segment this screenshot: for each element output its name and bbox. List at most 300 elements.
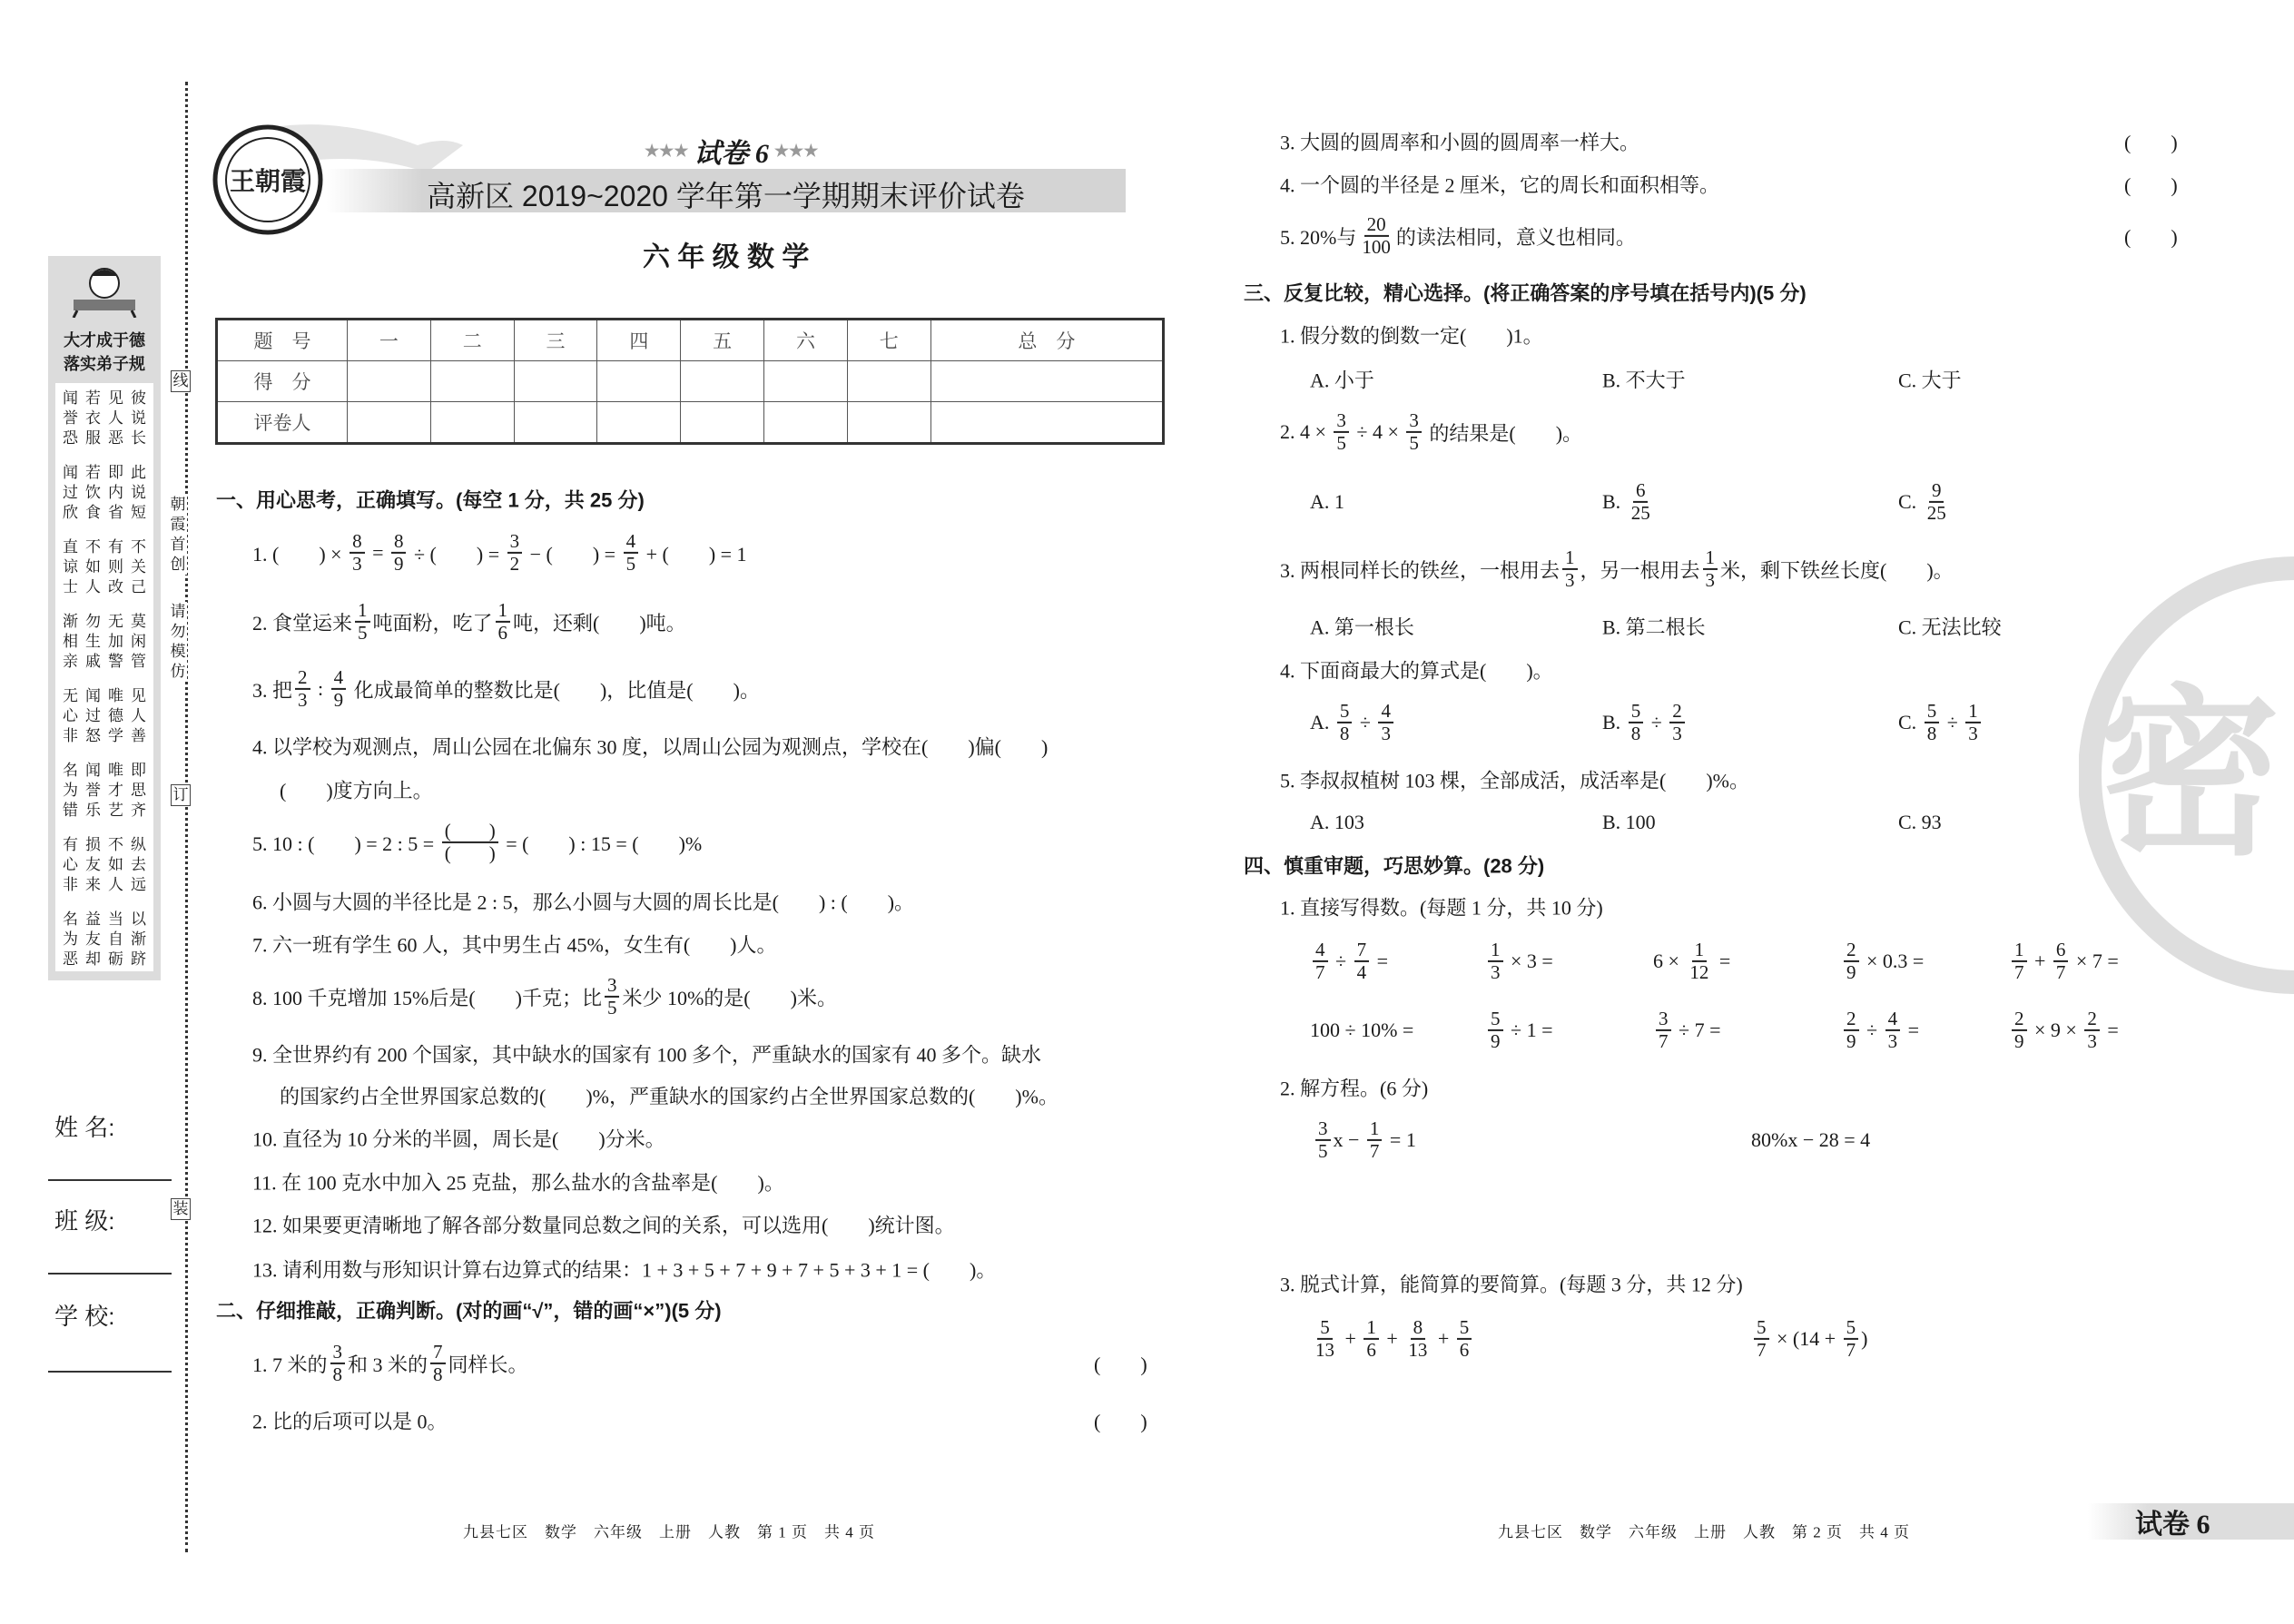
score-cell[interactable] xyxy=(681,401,764,443)
fraction-denominator: ( ) xyxy=(444,842,496,864)
fraction-numerator: 1 xyxy=(1692,940,1708,962)
text-segment: 3. 脱式计算，能简算的要简算。(每题 3 分，共 12 分) xyxy=(1280,1273,1743,1296)
brand-logo xyxy=(212,124,323,235)
score-row xyxy=(217,401,1164,443)
text-segment: C. 93 xyxy=(1898,811,1942,833)
poem-char: 来 xyxy=(85,876,101,893)
motto-line: 落实弟子规 xyxy=(64,355,145,373)
text-segment: × (14 + xyxy=(1771,1327,1841,1350)
fraction-denominator: 13 xyxy=(1408,1339,1428,1361)
poem-stanza xyxy=(59,686,150,746)
judge-4 xyxy=(1280,171,1719,199)
fraction-numerator: 3 xyxy=(1334,410,1349,433)
mental-math-item xyxy=(2009,940,2119,983)
part-3-title xyxy=(1280,1270,1743,1298)
fraction-denominator: 7 xyxy=(1315,961,1325,983)
poem-char: 服 xyxy=(85,429,101,447)
score-header-cell: 总 分 xyxy=(930,320,1163,361)
fraction xyxy=(1315,1118,1331,1162)
option-c xyxy=(1898,811,1942,834)
poem-char: 短 xyxy=(131,504,146,521)
score-header-cell: 题 号 xyxy=(217,320,348,361)
fraction-numerator: 6 xyxy=(1633,480,1649,503)
fraction xyxy=(1656,1009,1671,1052)
fraction-denominator: 3 xyxy=(1705,569,1716,591)
mental-math-item xyxy=(1485,1009,1552,1052)
poem-char: 当 xyxy=(108,910,123,928)
poem-char: 恶 xyxy=(108,429,123,447)
poem-stanza xyxy=(59,389,150,448)
poem-char: 誉 xyxy=(85,782,101,799)
fraction-numerator: 5 xyxy=(1488,1009,1503,1031)
option-c xyxy=(1898,366,1962,394)
poem-char: 友 xyxy=(85,856,101,873)
fraction-denominator: 6 xyxy=(1459,1339,1470,1361)
fraction-denominator: 3 xyxy=(1887,1030,1898,1052)
score-header-cell: 四 xyxy=(597,320,681,361)
text-segment: B. xyxy=(1602,711,1626,733)
text-segment: ÷ 1 = xyxy=(1505,1019,1553,1041)
text-segment: + xyxy=(2029,950,2051,972)
text-segment: 4. 以学校为观测点，周山公园在北偏东 30 度，以周山公园为观测点，学校在( )偏( ) xyxy=(252,735,1049,759)
school-field[interactable] xyxy=(48,1371,172,1373)
text-segment: 吨面粉，吃了 xyxy=(372,611,493,635)
judge-1 xyxy=(252,1342,528,1385)
mental-math-item xyxy=(2009,1009,2119,1052)
expression-2 xyxy=(1751,1317,1867,1361)
fraction-denominator: 3 xyxy=(298,689,308,711)
question-1-4-cont xyxy=(280,776,433,804)
fraction xyxy=(624,531,639,575)
poem-char: 说 xyxy=(131,409,146,427)
text-segment: 的读法相同，意义也相同。 xyxy=(1395,225,1636,249)
poem-char: 关 xyxy=(131,558,146,576)
fraction xyxy=(355,600,370,644)
score-row xyxy=(217,320,1164,361)
text-segment: 米少 10%的是( )米。 xyxy=(622,986,837,1009)
poem-char: 直 xyxy=(63,538,78,556)
text-segment: × 3 = xyxy=(1505,950,1553,972)
fraction-denominator: 3 xyxy=(2087,1030,2097,1052)
exam-title: 高新区 2019~2020 学年第一学期期末评价试卷 xyxy=(427,180,1025,212)
option-b xyxy=(1602,701,1688,744)
poem-char: 无 xyxy=(63,687,78,704)
poem-char: 自 xyxy=(108,930,123,948)
text-segment: 6. 小圆与大圆的半径比是 2 : 5，那么小圆与大圆的周长比是( ) : ( )。 xyxy=(252,891,915,914)
poem-char: 砺 xyxy=(108,950,123,968)
fraction-denominator: 8 xyxy=(1339,723,1350,744)
fraction-numerator: 2 xyxy=(2084,1009,2100,1031)
choice-3 xyxy=(1280,547,1954,591)
fraction-numerator: 20 xyxy=(1364,214,1389,237)
fraction-numerator: 6 xyxy=(2053,940,2069,962)
poem-char: 闲 xyxy=(131,633,146,650)
poem-char: 警 xyxy=(108,653,123,670)
fraction-denominator: 3 xyxy=(1672,723,1682,744)
poem-stanza xyxy=(59,612,150,672)
motto-line: 大才成于德 xyxy=(64,331,145,349)
score-header-cell: 六 xyxy=(764,320,848,361)
fraction xyxy=(1703,547,1718,591)
text-segment: + ( ) = 1 xyxy=(641,542,747,566)
fraction-numerator: 4 xyxy=(1378,701,1393,723)
text-segment: = ( ) : 15 = ( )% xyxy=(500,832,703,855)
watermark-text: 密 xyxy=(2099,676,2281,877)
name-label: 姓 名: xyxy=(54,1114,115,1141)
poem-char: 非 xyxy=(63,876,78,893)
school-label: 学 校: xyxy=(54,1303,115,1330)
fraction xyxy=(1313,1317,1337,1361)
poem-char: 管 xyxy=(131,653,146,670)
poem-char: 闻 xyxy=(85,762,101,779)
side-label-first: 朝霞首创 xyxy=(170,496,186,573)
poem-char: 人 xyxy=(108,876,123,893)
option-b xyxy=(1602,480,1656,524)
question-1-2 xyxy=(252,600,686,644)
poem-char: 友 xyxy=(85,930,101,948)
score-cell[interactable] xyxy=(847,361,930,402)
option-b xyxy=(1602,613,1706,641)
fraction xyxy=(295,667,310,711)
fraction xyxy=(1965,701,1981,744)
fraction-numerator: 3 xyxy=(330,1342,346,1364)
poem-char: 省 xyxy=(108,504,123,521)
text-segment: × 9 × xyxy=(2029,1019,2082,1041)
text-segment: 11. 在 100 克水中加入 25 克盐，那么盐水的含盐率是( )。 xyxy=(252,1171,784,1195)
text-segment: 8. 100 千克增加 15%后是( )千克；比 xyxy=(252,986,602,1009)
fraction-denominator: 7 xyxy=(2055,961,2066,983)
poem-char: 益 xyxy=(85,910,101,928)
score-cell[interactable] xyxy=(764,361,848,402)
poem-char: 唯 xyxy=(108,762,123,779)
fraction-numerator: 2 xyxy=(2012,1009,2027,1031)
fraction xyxy=(2012,940,2027,983)
text-segment: 5. 李叔叔植树 103 棵，全部成活，成活率是( )%。 xyxy=(1280,769,1749,792)
text-segment: x − xyxy=(1333,1128,1364,1151)
text-segment: 3. 把 xyxy=(252,678,293,702)
fraction xyxy=(1378,701,1393,744)
text-segment: 1. 直接写得数。(每题 1 分，共 10 分) xyxy=(1280,896,1603,920)
poem-char: 内 xyxy=(108,484,123,501)
score-cell[interactable] xyxy=(348,361,431,402)
fraction-denominator: 8 xyxy=(1630,723,1641,744)
mental-math-item xyxy=(1653,940,1730,983)
text-segment: 2. 食堂运来 xyxy=(252,611,353,635)
poem-char: 去 xyxy=(131,856,146,873)
text-segment: 1. 假分数的倒数一定( )1。 xyxy=(1280,324,1543,348)
poem-char: 人 xyxy=(85,578,101,595)
poem-char: 为 xyxy=(63,930,78,948)
text-segment: A. xyxy=(1310,711,1334,733)
text-segment: × 0.3 = xyxy=(1861,950,1925,972)
poem-char: 有 xyxy=(108,538,123,556)
score-cell[interactable] xyxy=(514,401,597,443)
poem-char: 人 xyxy=(131,707,146,724)
fraction-numerator: 4 xyxy=(624,531,639,554)
poem-char: 改 xyxy=(108,578,123,595)
question-1-6 xyxy=(252,888,914,916)
fraction-denominator: 9 xyxy=(393,553,404,575)
fraction-numerator: 5 xyxy=(1317,1317,1333,1340)
text-segment: C. 大于 xyxy=(1898,369,1962,392)
text-segment: ÷ ( ) = xyxy=(409,542,505,566)
score-cell[interactable] xyxy=(430,361,514,402)
fraction xyxy=(1844,940,1859,983)
fraction-numerator: 1 xyxy=(355,600,370,623)
score-cell[interactable] xyxy=(348,401,431,443)
question-1-4 xyxy=(252,733,1048,761)
fraction-denominator: 8 xyxy=(332,1363,343,1385)
text-segment: C. 无法比较 xyxy=(1898,615,2002,639)
fraction-denominator: 6 xyxy=(497,622,508,644)
class-field[interactable] xyxy=(48,1273,172,1275)
poem-char: 渐 xyxy=(131,930,146,948)
poem-char: 不 xyxy=(131,538,146,556)
fraction-numerator: 3 xyxy=(605,975,620,998)
poem-stanza xyxy=(59,910,150,969)
fraction xyxy=(1925,480,1949,524)
fraction-numerator: 1 xyxy=(1965,701,1981,723)
text-segment: 80%x − 28 = 4 xyxy=(1751,1128,1871,1151)
fraction-denominator: 12 xyxy=(1689,961,1709,983)
text-segment: × 7 = xyxy=(2071,950,2119,972)
poem-stanza xyxy=(59,463,150,523)
star-icon: ★★★ xyxy=(645,141,689,160)
fraction-denominator: 6 xyxy=(1366,1339,1376,1361)
question-1-11 xyxy=(252,1168,784,1196)
fraction xyxy=(1488,940,1503,983)
fraction-denominator: 9 xyxy=(333,689,344,711)
answer-paren[interactable]: ( ) xyxy=(2124,225,2178,249)
question-1-8 xyxy=(252,975,837,1019)
option-c xyxy=(1898,701,1984,744)
fraction xyxy=(1629,701,1644,744)
option-b xyxy=(1602,811,1656,834)
equation-2 xyxy=(1751,1128,1870,1152)
score-header-cell: 三 xyxy=(514,320,597,361)
answer-paren[interactable]: ( ) xyxy=(2124,173,2178,197)
poem-char: 无 xyxy=(108,613,123,630)
page-footer-right: 九县七区 数学 六年级 上册 人教 第 2 页 共 4 页 xyxy=(1498,1523,1910,1541)
side-label-pack: 装 xyxy=(171,1198,191,1220)
score-cell[interactable] xyxy=(847,401,930,443)
fraction xyxy=(2012,1009,2027,1052)
part-2-title xyxy=(1280,1074,1428,1102)
poem-char: 名 xyxy=(63,762,78,779)
poem-stanza xyxy=(59,835,150,895)
svg-text:王朝霞: 王朝霞 xyxy=(229,168,307,196)
fraction-denominator: 3 xyxy=(1565,569,1575,591)
answer-paren[interactable]: ( ) xyxy=(1094,1353,1147,1376)
text-segment: 吨，还剩( )吨。 xyxy=(513,611,686,635)
fraction-numerator: 7 xyxy=(1354,940,1370,962)
text-segment: = xyxy=(1714,950,1731,972)
fraction-denominator: 5 xyxy=(625,553,636,575)
poem-char: 闻 xyxy=(63,464,78,481)
fraction-numerator: 5 xyxy=(1754,1317,1769,1340)
answer-paren[interactable]: ( ) xyxy=(1094,1410,1147,1433)
text-segment: ÷ xyxy=(1942,711,1964,733)
fraction-numerator: 3 xyxy=(1656,1009,1671,1031)
text-segment: − ( ) = xyxy=(525,542,621,566)
text-segment: 1. 7 米的 xyxy=(252,1353,328,1376)
fraction xyxy=(1488,1009,1503,1052)
fraction xyxy=(1844,1009,1859,1052)
poem-char: 艺 xyxy=(108,802,123,819)
fraction-numerator: 2 xyxy=(295,667,310,690)
name-field[interactable] xyxy=(48,1179,172,1181)
text-segment: = 1 xyxy=(1384,1128,1416,1151)
score-cell[interactable] xyxy=(930,361,1163,402)
secret-watermark xyxy=(2079,556,2294,995)
fraction-denominator: 4 xyxy=(1356,961,1367,983)
score-header-cell: 一 xyxy=(348,320,431,361)
text-segment: 6 × xyxy=(1653,950,1685,972)
poem-char: 若 xyxy=(85,464,101,481)
text-segment: 100 ÷ 10% = xyxy=(1310,1019,1414,1041)
fraction xyxy=(1457,1317,1472,1361)
score-cell[interactable] xyxy=(764,401,848,443)
question-1-3 xyxy=(252,667,760,711)
star-icon: ★★★ xyxy=(773,141,819,160)
fraction xyxy=(2084,1009,2100,1052)
poem-char: 有 xyxy=(63,836,78,853)
score-cell[interactable] xyxy=(597,361,681,402)
fraction-denominator: 9 xyxy=(1491,1030,1501,1052)
fraction-denominator: 7 xyxy=(1757,1339,1767,1361)
fraction-numerator: 8 xyxy=(1411,1317,1426,1340)
fraction xyxy=(350,531,365,575)
poem-char: 则 xyxy=(108,558,123,576)
text-segment: B. xyxy=(1602,490,1626,513)
score-cell: 得 分 xyxy=(217,361,348,402)
text-segment: = xyxy=(367,541,389,564)
poem-char: 勿 xyxy=(85,613,101,630)
fraction-numerator: 8 xyxy=(391,531,407,554)
poem-char: 士 xyxy=(63,578,78,595)
poem-char: 谅 xyxy=(63,558,78,576)
question-1-9 xyxy=(252,1040,1041,1068)
fraction-numerator: 1 xyxy=(1367,1118,1383,1141)
fraction-numerator: 5 xyxy=(1925,701,1940,723)
fraction-numerator: 4 xyxy=(1885,1009,1901,1031)
question-1-1 xyxy=(252,531,747,575)
side-label-line: 线 xyxy=(171,370,191,392)
text-segment: + xyxy=(1340,1327,1362,1350)
score-cell[interactable] xyxy=(597,401,681,443)
option-a xyxy=(1310,366,1374,394)
fraction-numerator: ( ) xyxy=(442,821,498,843)
text-segment: 12. 如果要更清晰地了解各部分数量同总数之间的关系，可以选用( )统计图。 xyxy=(252,1214,955,1237)
poem-char: 过 xyxy=(85,707,101,724)
fraction xyxy=(1844,1317,1859,1361)
mental-math-item xyxy=(1653,1009,1720,1052)
option-a xyxy=(1310,490,1344,514)
text-segment: 5. 20%与 xyxy=(1280,225,1357,249)
question-1-7 xyxy=(252,930,776,959)
answer-paren[interactable]: ( ) xyxy=(2124,131,2178,154)
score-cell[interactable] xyxy=(681,361,764,402)
question-1-5 xyxy=(252,821,702,864)
exam-badge: 试卷 6 xyxy=(2135,1510,2210,1540)
poem-char: 以 xyxy=(131,910,146,928)
score-cell[interactable] xyxy=(430,401,514,443)
fraction-numerator: 1 xyxy=(1703,547,1718,570)
fraction xyxy=(1405,1317,1430,1361)
poem-char: 欣 xyxy=(63,504,78,521)
fraction-denominator: 8 xyxy=(433,1363,443,1385)
exam-number: 试卷 6 xyxy=(694,139,769,169)
section-1-title: 一、用心思考，正确填写。(每空 1 分，共 25 分) xyxy=(216,488,645,512)
text-segment: ÷ xyxy=(1646,711,1668,733)
fraction-denominator: 5 xyxy=(1318,1140,1328,1162)
text-segment: 3. 大圆的圆周率和小圆的圆周率一样大。 xyxy=(1280,131,1640,154)
option-b xyxy=(1602,366,1686,394)
fraction xyxy=(1687,940,1711,983)
option-c xyxy=(1898,613,2002,641)
fraction-numerator: 2 xyxy=(1844,940,1859,962)
text-segment: 10. 直径为 10 分米的半圆，周长是( )分米。 xyxy=(252,1127,665,1151)
text-segment: ÷ 4 × xyxy=(1351,420,1404,443)
score-table xyxy=(215,318,1165,445)
text-segment: 2. 解方程。(6 分) xyxy=(1280,1077,1429,1100)
question-1-13 xyxy=(252,1255,996,1284)
student-illustration-icon xyxy=(64,263,144,318)
poem-char: 生 xyxy=(85,633,101,650)
fraction-numerator: 9 xyxy=(1929,480,1944,503)
poem-char: 齐 xyxy=(131,802,146,819)
text-segment: 4. 下面商最大的算式是( )。 xyxy=(1280,659,1553,683)
fraction-denominator: 25 xyxy=(1926,502,1946,524)
text-segment: ÷ 7 = xyxy=(1673,1019,1721,1041)
text-segment: A. 103 xyxy=(1310,811,1364,833)
poem-char: 加 xyxy=(108,633,123,650)
poem-char: 渐 xyxy=(63,613,78,630)
poem-char: 思 xyxy=(131,782,146,799)
choice-1 xyxy=(1280,321,1543,349)
fraction-denominator: 7 xyxy=(1369,1140,1380,1162)
exam-subtitle: 六 年 级 数 学 xyxy=(643,242,810,272)
option-a xyxy=(1310,613,1414,641)
fraction xyxy=(1925,701,1940,744)
score-header-cell: 五 xyxy=(681,320,764,361)
fraction xyxy=(430,1342,446,1385)
text-segment: = xyxy=(2102,1019,2119,1041)
poem-char: 名 xyxy=(63,910,78,928)
score-cell[interactable] xyxy=(930,401,1163,443)
poem-char: 食 xyxy=(85,504,101,521)
fraction-numerator: 1 xyxy=(496,600,511,623)
fraction-denominator: 5 xyxy=(606,997,617,1019)
score-cell: 评卷人 xyxy=(217,401,348,443)
fraction-denominator: 5 xyxy=(358,622,368,644)
judge-3 xyxy=(1280,128,1639,156)
fraction xyxy=(1354,940,1370,983)
poem-char: 不 xyxy=(108,836,123,853)
poem-char: 错 xyxy=(63,802,78,819)
score-cell[interactable] xyxy=(514,361,597,402)
text-segment: 和 3 米的 xyxy=(348,1353,428,1376)
poem-char: 如 xyxy=(108,856,123,873)
fraction xyxy=(331,667,347,711)
text-segment: = xyxy=(1372,950,1388,972)
fraction-numerator: 5 xyxy=(1629,701,1644,723)
text-segment: 1. ( ) × xyxy=(252,542,348,566)
fraction-numerator: 2 xyxy=(1844,1009,1859,1031)
fraction-denominator: 9 xyxy=(1846,961,1856,983)
fraction xyxy=(442,821,498,864)
text-segment: ( )度方向上。 xyxy=(280,779,433,802)
